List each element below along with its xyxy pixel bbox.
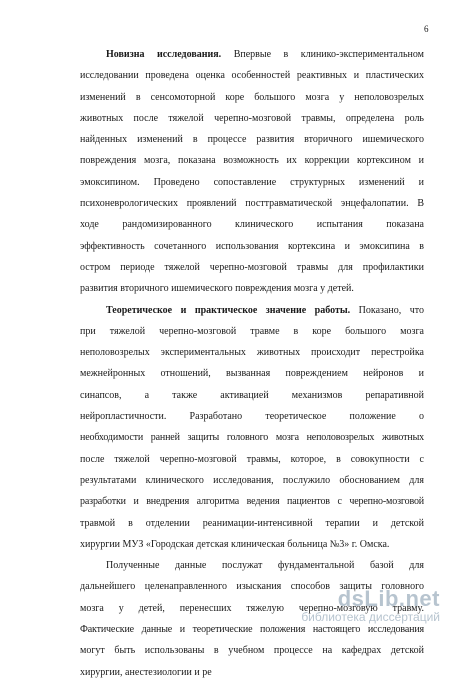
text-line: после тяжелой черепно-мозговой травмы, которое, в совокупности с	[80, 453, 424, 465]
text-line: неполовозрелых экспериментальных животных происходит перестройка	[80, 347, 424, 359]
text-line: мозга у детей, перенесших тяжелую черепно-мозговую травму.	[80, 602, 424, 614]
line-text: Впервые в клинико-экспериментальном	[221, 49, 425, 60]
text-line: при тяжелой черепно-мозговой травме в коре большого мозга	[80, 325, 424, 337]
text-line: результатами клинического исследования, послужило обоснованием для	[80, 474, 424, 486]
text-line	[80, 300, 424, 321]
paragraph-significance	[80, 300, 424, 556]
text-line: Фактические данные и теоретические положения настоящего исследования	[80, 624, 424, 636]
watermark-logo: dsLib.net	[337, 586, 440, 611]
text-line: остром периоде тяжелой черепно-мозговой травмы для профилактики	[80, 261, 424, 273]
text-line: эффективность сочетанного использования кортексина и эмоксипина в	[80, 240, 424, 252]
text-line: исследовании проведена оценка особенностей реактивных и пластических	[80, 70, 424, 82]
text-line: Полученные данные послужат фундаментальной базой для	[106, 560, 424, 572]
text-line: необходимости ранней защиты головного мозга неполовозрелых животных	[80, 432, 424, 444]
text-line: могут быть использованы в учебном процессе на кафедрах детской	[80, 645, 424, 657]
text-line: животных после тяжелой черепно-мозговой травмы, определена роль	[80, 112, 424, 124]
watermark-subtitle: библиотека диссертаций	[301, 610, 440, 624]
section-heading-significance: Теоретическое и практическое значение работы.	[106, 304, 351, 316]
text-line: нейропластичности. Разработано теоретическое положение о	[80, 411, 424, 423]
text-line: синапсов, а также активацией механизмов репаративной	[80, 389, 424, 401]
page-number: 6	[424, 24, 429, 34]
text-line: травмой в отделении реанимации-интенсивной терапии и детской	[80, 517, 424, 529]
section-heading-novelty: Новизна исследования.	[106, 49, 222, 60]
text-line: ходе рандомизированного клинического испытания показана	[80, 219, 424, 231]
text-line	[80, 44, 424, 65]
text-line: эмоксипином. Проведено сопоставление структурных изменений и	[80, 176, 424, 188]
line-text: Показано, что	[350, 304, 424, 316]
text-line: дальнейшего целенаправленного изыскания способов защиты головного	[80, 581, 424, 593]
text-line: развития вторичного ишемического повреждения мозга у детей.	[80, 283, 354, 295]
paragraph-novelty	[80, 44, 424, 300]
text-line: найденных изменений в процессе развития вторичного ишемического	[80, 134, 424, 146]
text-line: хирургии, анестезиологии и ре	[80, 666, 212, 678]
text-line: межнейронных отношений, вызванная повреждением нейронов и	[80, 368, 424, 380]
text-line: хирургии МУЗ «Городская детская клиническая больница №3» г. Омска.	[80, 538, 390, 550]
text-line: повреждения мозга, показана возможность их коррекции кортексином и	[80, 155, 424, 167]
text-line: разработки и внедрения алгоритма ведения пациентов с черепно-мозговой	[80, 496, 424, 508]
watermark	[301, 586, 440, 624]
text-line: психоневрологических проявлений посттравматической энцефалопатии. В	[80, 198, 424, 210]
text-line: изменений в сенсомоторной коре большого мозга у неполовозрелых	[80, 91, 424, 103]
